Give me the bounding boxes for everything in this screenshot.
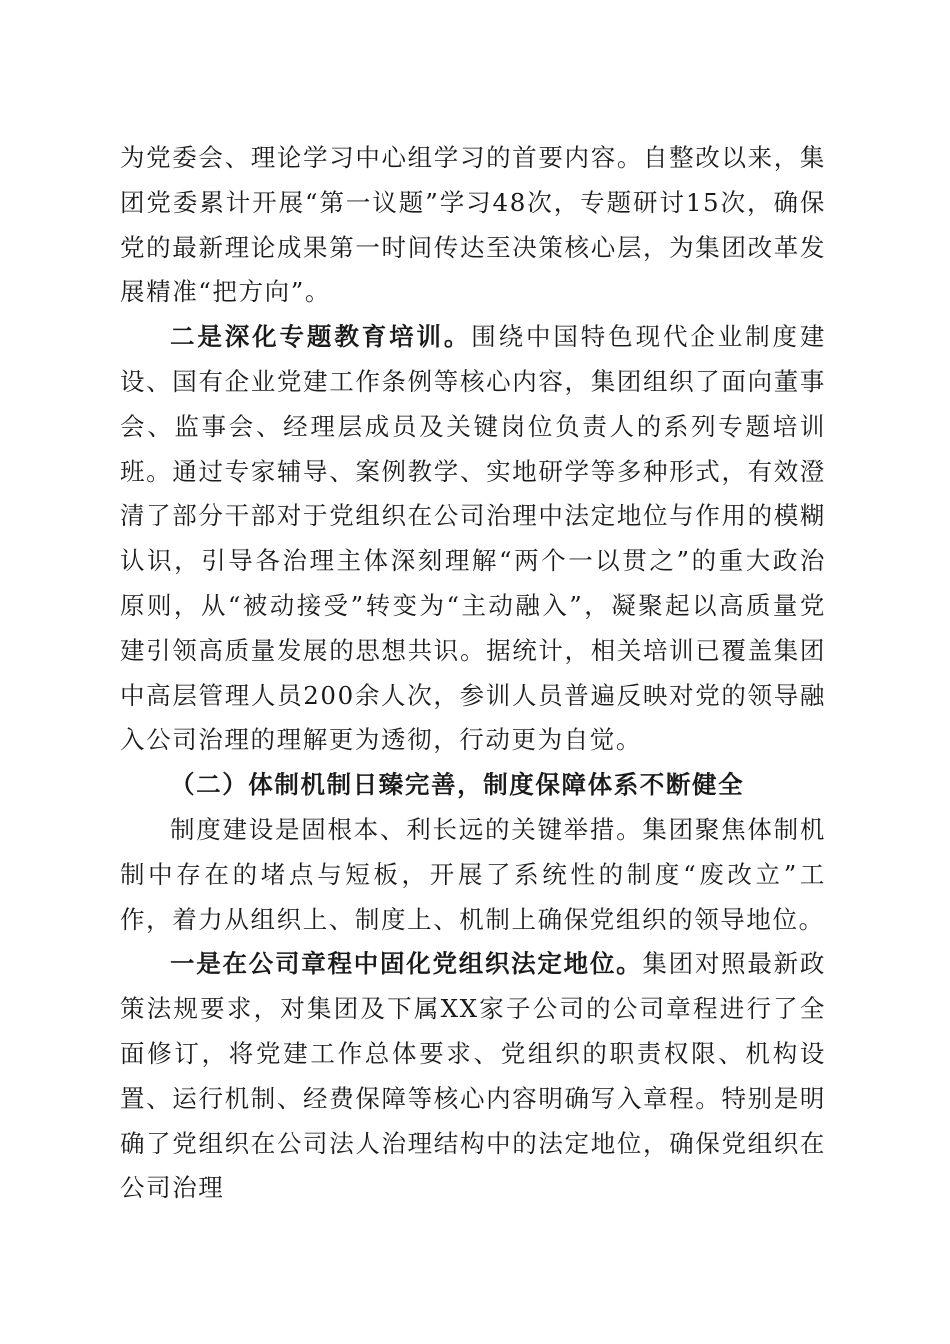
paragraph-text: 集团对照最新政策法规要求，对集团及下属XX家子公司的公司章程进行了全面修订，将党建工作总体要求、党组织的职责权限、机构设置、运行机制、经费保障等核心内容明确写入章程。特别是明确了党组织在公司法人治理结构中的法定地位，确保党组织在公司治理 xyxy=(120,949,826,1203)
paragraph-training xyxy=(120,315,826,763)
document-body xyxy=(120,136,826,1211)
paragraph-text: 围绕中国特色现代企业制度建设、国有企业党建工作条例等核心内容，集团组织了面向董事会、监事会、经理层成员及关键岗位负责人的系列专题培训班。通过专家辅导、案例教学、实地研学等多种形式，有效澄清了部分干部对于党组织在公司治理中法定地位与作用的模糊认识，引导各治理主体深刻理解“两个一以贯之”的重大政治原则，从“被动接受”转变为“主动融入”，凝聚起以高质量党建引领高质量发展的思想共识。据统计，相关培训已覆盖集团中高层管理人员200余人次，参训人员普遍反映对党的领导融入公司治理的理解更为透彻，行动更为自觉。 xyxy=(120,322,826,755)
section-heading: （二）体制机制日臻完善，制度保障体系不断健全 xyxy=(170,770,745,800)
paragraph-text: 制度建设是固根本、利长远的关键举措。集团聚焦体制机制中存在的堵点与短板，开展了系统性的制度“废改立”工作，着力从组织上、制度上、机制上确保党组织的领导地位。 xyxy=(120,814,826,934)
paragraph-charter xyxy=(120,942,826,1211)
paragraph-lead: 二是深化专题教育培训。 xyxy=(170,322,472,352)
paragraph-institution xyxy=(120,808,826,942)
paragraph-lead: 一是在公司章程中固化党组织法定地位。 xyxy=(170,949,643,979)
paragraph-text: 为党委会、理论学习中心组学习的首要内容。自整改以来，集团党委累计开展“第一议题”学习48次，专题研讨15次，确保党的最新理论成果第一时间传达至决策核心层，为集团改革发展精准“把方向”。 xyxy=(120,143,826,307)
paragraph-continuation xyxy=(120,136,826,315)
